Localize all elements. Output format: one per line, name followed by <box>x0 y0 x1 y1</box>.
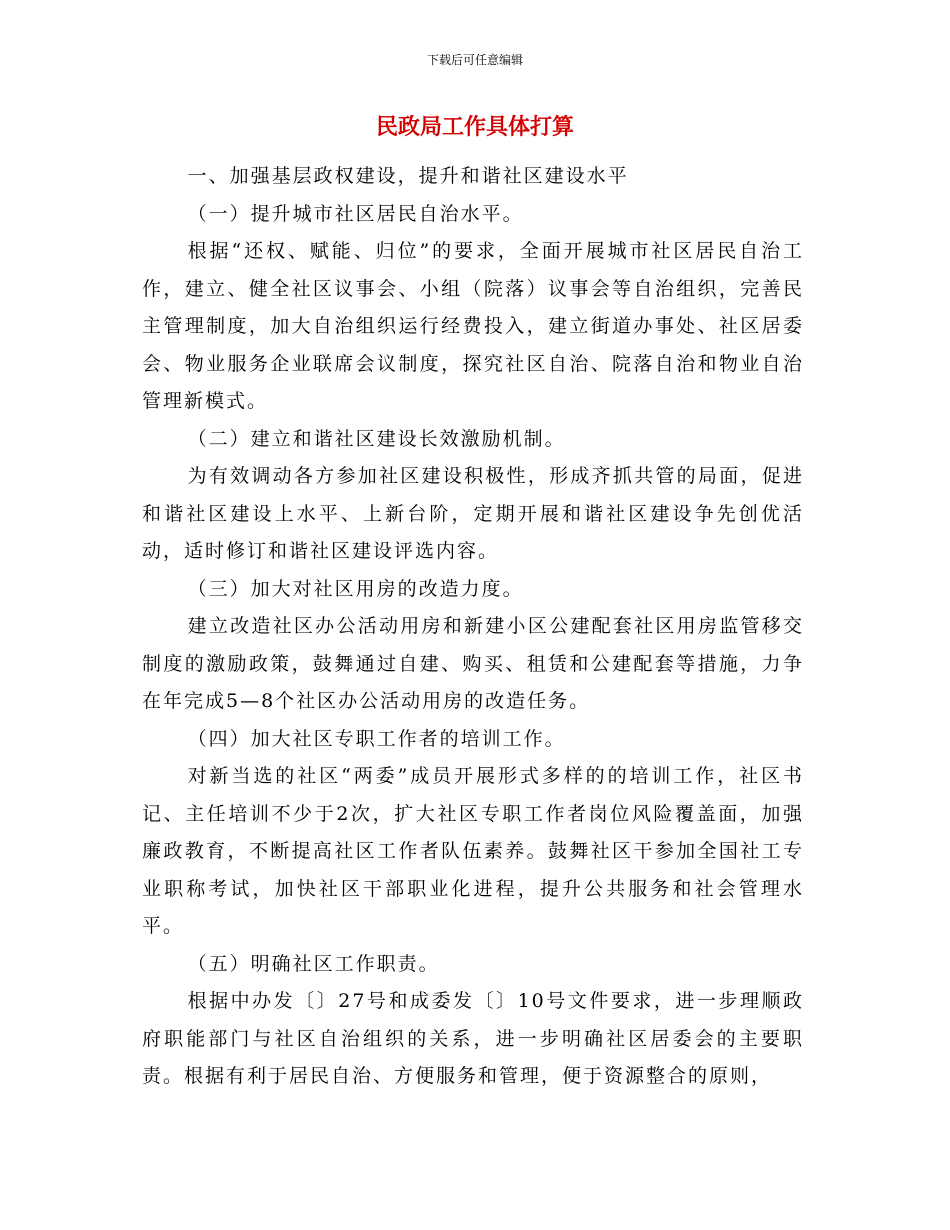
subsection-heading: （三）加大对社区用房的改造力度。 <box>187 577 524 600</box>
document-title: 民政局工作具体打算 <box>375 114 574 140</box>
body-paragraph: 建立改造社区办公活动用房和新建小区公建配套社区用房监管移交制度的激励政策，鼓舞通过自建、购买、租赁和公建配套等措施，力争在年完成5—8个社区办公活动用房的改造任务。 <box>142 615 804 712</box>
body-paragraph: 为有效调动各方参加社区建设积极性，形成齐抓共管的局面，促进和谐社区建设上水平、上新台阶，定期开展和谐社区建设争先创优活动，适时修订和谐社区建设评选内容。 <box>142 465 804 562</box>
document-body <box>142 158 804 1096</box>
body-paragraph: 根据中办发〔〕27号和成委发〔〕10号文件要求，进一步理顺政府职能部门与社区自治组织的关系，进一步明确社区居委会的主要职责。根据有利于居民自治、方便服务和管理，便于资源整合的原则， <box>142 990 804 1087</box>
body-paragraph: 对新当选的社区“两委”成员开展形式多样的的培训工作，社区书记、主任培训不少于2次，扩大社区专职工作者岗位风险覆盖面，加强廉政教育，不断提高社区工作者队伍素养。鼓舞社区干参加全国社工专业职称考试，加快社区干部职业化进程，提升公共服务和社会管理水平。 <box>142 765 804 937</box>
subsection-heading: （五）明确社区工作职责。 <box>187 952 440 975</box>
page-header-note: 下载后可任意编辑 <box>426 53 523 67</box>
body-paragraph: 根据“还权、赋能、归位”的要求，全面开展城市社区居民自治工作，建立、健全社区议事会、小组（院落）议事会等自治组织，完善民主管理制度，加大自治组织运行经费投入，建立街道办事处、社区居委会、物业服务企业联席会议制度，探究社区自治、院落自治和物业自治管理新模式。 <box>142 240 804 412</box>
subsection-heading: （四）加大社区专职工作者的培训工作。 <box>187 727 566 750</box>
section-heading: 一、加强基层政权建设，提升和谐社区建设水平 <box>187 165 629 187</box>
subsection-heading: （一）提升城市社区居民自治水平。 <box>187 202 524 225</box>
subsection-heading: （二）建立和谐社区建设长效激励机制。 <box>187 427 566 450</box>
